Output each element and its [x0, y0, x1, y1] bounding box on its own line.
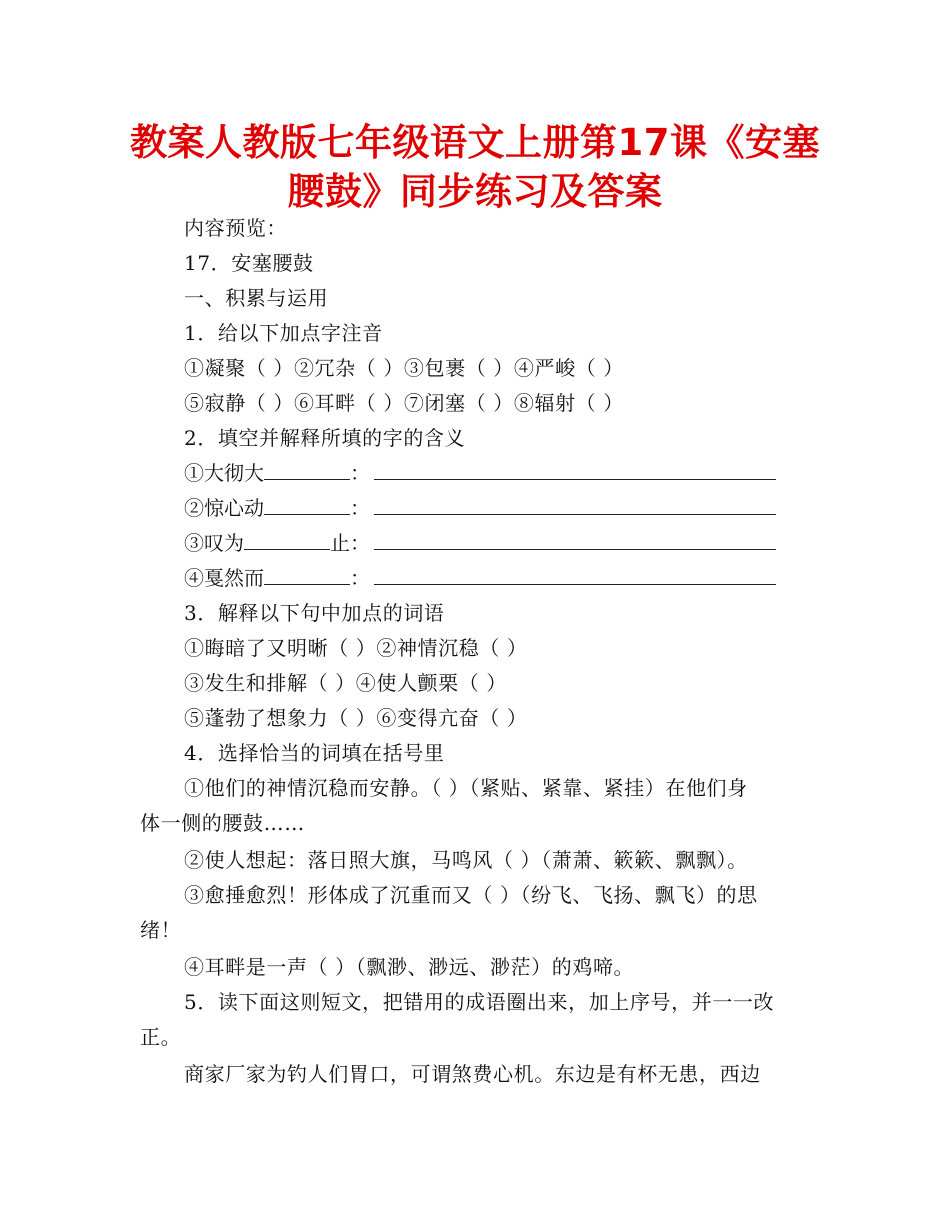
section-heading: 一、积累与运用 [184, 286, 329, 310]
question-3: 3．解释以下句中加点的词语 [184, 601, 445, 625]
question-2-item-1 [184, 459, 776, 487]
question-1-row-2: ⑤寂静（ ）⑥耳畔（ ）⑦闭塞（ ）⑧辐射（ ） [184, 391, 624, 415]
item-text: ： [350, 461, 370, 485]
question-4-item-2: ②使人想起：落日照大旗，马鸣风（ ）（萧萧、簌簌、飘飘）。 [184, 848, 748, 872]
question-1: 1．给以下加点字注音 [184, 321, 383, 345]
question-3-row-1: ①晦暗了又明晰（ ）②神情沉稳（ ） [184, 636, 528, 660]
question-3-row-3: ⑤蓬勃了想象力（ ）⑥变得亢奋（ ） [184, 706, 528, 730]
answer-blank [264, 494, 350, 515]
question-4-item-4: ④耳畔是一声（ ）（飘渺、渺远、渺茫）的鸡啼。 [184, 955, 635, 979]
answer-blank [264, 459, 350, 480]
question-2: 2．填空并解释所填的字的含义 [184, 426, 466, 450]
document-title: 教案人教版七年级语文上册第17课《安塞腰鼓》同步练习及答案 [130, 121, 820, 213]
item-text: ： [350, 496, 370, 520]
question-3-row-2: ③发生和排解（ ）④使人颤栗（ ） [184, 671, 507, 695]
question-4-item-1-line-2: 体一侧的腰鼓…… [140, 811, 305, 835]
question-4-item-1-line-1: ①他们的神情沉稳而安静。（ ）（紧贴、紧靠、紧挂）在他们身 [184, 776, 748, 800]
answer-blank [244, 529, 330, 550]
question-4: 4．选择恰当的词填在括号里 [184, 741, 445, 765]
item-text: ②惊心动 [184, 496, 264, 520]
question-4-item-3-line-2: 绪！ [140, 918, 182, 942]
question-5-line-1: 5．读下面这则短文，把错用的成语圈出来，加上序号，并一一改 [184, 990, 775, 1014]
preview-label: 内容预览： [184, 216, 287, 240]
item-text: ③叹为 [184, 531, 244, 555]
question-5-line-2: 正。 [140, 1025, 182, 1049]
item-text: ①大彻大 [184, 461, 264, 485]
item-text: ④戛然而 [184, 566, 264, 590]
explanation-blank [374, 529, 776, 550]
explanation-blank [374, 459, 776, 480]
item-text: ： [350, 566, 370, 590]
question-2-item-4 [184, 564, 776, 592]
question-4-item-3-line-1: ③愈捶愈烈！形体成了沉重而又（ ）（纷飞、飞扬、飘飞）的思 [184, 883, 758, 907]
question-1-row-1: ①凝聚（ ）②冗杂（ ）③包裹（ ）④严峻（ ） [184, 356, 624, 380]
passage-line-1: 商家厂家为钓人们胃口，可谓煞费心机。东边是有杯无患，西边 [184, 1062, 761, 1086]
explanation-blank [374, 564, 776, 585]
item-text: 止： [330, 531, 370, 555]
explanation-blank [374, 494, 776, 515]
answer-blank [264, 564, 350, 585]
lesson-heading: 17．安塞腰鼓 [184, 251, 314, 275]
question-2-item-3 [184, 529, 776, 557]
question-2-item-2 [184, 494, 776, 522]
